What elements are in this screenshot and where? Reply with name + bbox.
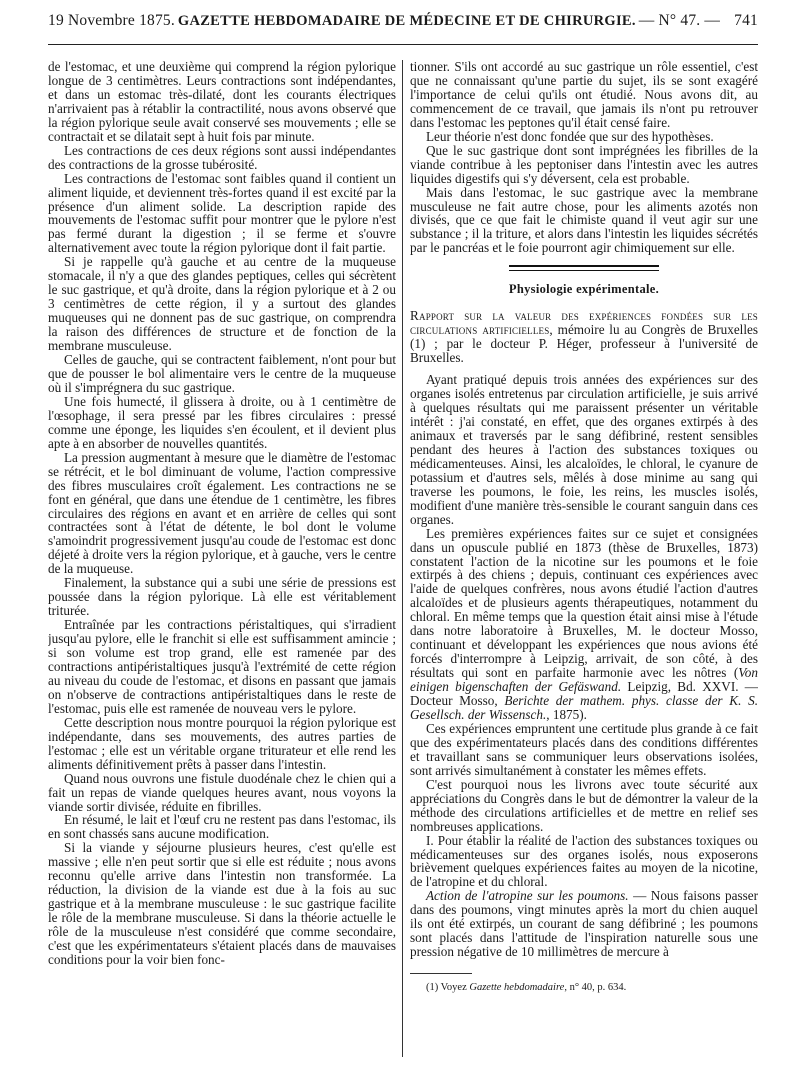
- paragraph: Les contractions de ces deux régions sont aussi indépendantes des contractions de la grosse tubérosité.: [48, 142, 396, 172]
- paragraph: La pression augmentant à mesure que le diamètre de l'estomac se rétrécit, et le bol diminuant de volume, l'action compressive des fibres musculaires croît également. Les contractions ne se font en général, que dans une étendue de 1 centimètre, les fibres circulaires des régions en avant et en arrière de celles qui sont contractées sont à l'état de détente, le bol dont le volume s'amoindrit progressivement jusqu'au coude de l'estomac est donc déjeté à droite vers la région pylorique, et à gauche, vers le centre de la muqueuse.: [48, 449, 396, 577]
- paragraph: tionner. S'ils ont accordé au suc gastrique un rôle essentiel, c'est que ne connaissant qu'une partie du sujet, ils se sont exagéré l'importance de celui qu'ils ont étudié. Nous avons dit, au commencement de ce travail, que jamais ils n'ont pu retrouver dans l'estomac les peptones qu'il était censé faire.: [410, 60, 758, 130]
- paragraph: Ayant pratiqué depuis trois années des expériences sur des organes isolés entretenus par circulation artificielle, je suis arrivé à quelques résultats qui me paraissent présenter un véritable intérêt : j'ai constaté, en effet, que des organes extirpés à des animaux et traversés par le sang défibriné, restent sensibles pendant des heures à l'action des substances toxiques ou médicamenteuses. Ainsi, les alcaloïdes, le chloral, le cyanure de potassium et d'autres sels, mêlés à dose minime au sang qui traverse les poumons, le foie, les reins, les muscles isolés, modifient d'une manière très-sensible le courant sanguin dans ces organes.: [410, 372, 758, 527]
- running-header: [48, 12, 758, 42]
- paragraph: de l'estomac, et une deuxième qui comprend la région pylorique longue de 3 centimètres. Leurs contractions sont indépendantes, et dans un estomac très-dilaté, dont les courants électriques n'arrivaient pas à rétablir la contractilité, nous avons observé que la région pylorique seule avait conservé ses mouvements ; elle se contractait et se dilatait sept à huit fois par minute.: [48, 60, 396, 144]
- article-columns: [48, 60, 758, 1071]
- paragraph: Action de l'atropine sur les poumons. — Nous faisons passer dans des poumons, vingt minutes après la mort du chien auquel ils ont été extirpés, un courant de sang défibriné ; les poumons sont placés dans l'attitude de l'inspiration naturelle sous une pression négative de 10 millimètres de mercure à: [410, 888, 758, 960]
- paragraph: Finalement, la substance qui a subi une série de pressions est poussée dans la région pylorique. Là elle est véritablement triturée.: [48, 575, 396, 619]
- paragraph: Celles de gauche, qui se contractent faiblement, n'ont pour but que de pousser le bol alimentaire vers le centre de la muqueuse où il s'imprégnera du suc gastrique.: [48, 352, 396, 395]
- paragraph: Mais dans l'estomac, le suc gastrique avec la membrane musculeuse ne fait autre chose, pour les aliments azotés non divisés, que ce que fait le chimiste quand il veut agir sur une substance ; il la triture, et alors dans l'intestin les liquides sécrétés par le pancréas et le foie pourront agir chimiquement sur elle.: [410, 184, 758, 256]
- paragraph: Quand nous ouvrons une fistule duodénale chez le chien qui a fait un repas de viande quelques heures avant, nous voyons la viande sortir divisée, réduite en fibrilles.: [48, 770, 396, 814]
- citation-title: Berichte der mathem. phys. classe der K. S. Gesellsch. der Wissensch.: [410, 693, 758, 722]
- section-heading: Physiologie expérimentale.: [508, 282, 660, 297]
- citation-title: Von einigen bigenschaften der Gefäswand.: [410, 665, 758, 695]
- section-rule-thin: [509, 270, 659, 271]
- paragraph: Cette description nous montre pourquoi la région pylorique est indépendante, dans ses mouvements, des autres parties de l'estomac ; elle est un véritable organe triturateur et elle rend les aliments définitivement prêts à passer dans l'intestin.: [48, 714, 396, 772]
- paragraph: Une fois humecté, il glissera à droite, ou à 1 centimètre de l'œsophage, il sera pressé par les fibres circulaires : pressé comme une éponge, les liquides s'en écoulent, et il devient plus apte à en absorber de nouvelles quantités.: [48, 393, 396, 451]
- paragraph: Si la viande y séjourne plusieurs heures, c'est qu'elle est massive ; elle n'en peut sortir que si elle est réduite ; nous avons reconnu qu'elle arrive dans l'intestin non transformée. La réduction, la division de la viande est due à la fois au suc gastrique et à la membrane musculeuse : le suc gastrique facilite le rôle de la membrane musculeuse. Si dans la théorie actuelle le rôle de la musculeuse n'est considéré que comme secondaire, c'est que les expérimentateurs s'étaient placés dans de mauvaises conditions pour la voir bien fonc-: [48, 840, 396, 967]
- left-column: [48, 60, 396, 1071]
- paragraph: Les contractions de l'estomac sont faibles quand il contient un aliment liquide, et deviennent très-fortes quand il est excité par la présence d'un aliment solide. La description rapide des mouvements de l'estomac suffit pour montrer que le pylore n'est pas fermé durant la digestion ; il se ferme et s'ouvre alternativement avec toute la région pylorique dont il fait partie.: [48, 170, 396, 256]
- header-date: 19 Novembre 1875.: [48, 12, 175, 29]
- report-title: [410, 309, 758, 365]
- paragraph: Si je rappelle qu'à gauche et au centre de la muqueuse stomacale, il n'y a que des glandes peptiques, celles qui sécrètent le suc gastrique, et qu'à droite, dans la région pylorique et à 2 ou 3 centimètres de cette région, il y a surtout des glandes muqueuses qui ne donnent pas de suc gastrique, on comprendra la raison des différences de structure et de fonction de la membrane musculeuse.: [48, 254, 396, 354]
- journal-title: GAZETTE HEBDOMADAIRE DE MÉDECINE ET DE CHIRURGIE.: [177, 13, 636, 29]
- report-title-lead: Rapport sur la valeur des expériences fondées sur les circulations artificielles,: [410, 308, 758, 338]
- footnote: (1) Voyez Gazette hebdomadaire, n° 40, p. 634.: [426, 982, 627, 994]
- paragraph: Les premières expériences faites sur ce sujet et consignées dans un opuscule publié en 1873 (thèse de Bruxelles, 1873) constatent l'action de la nicotine sur les poumons et le foie extirpés à des chiens ; depuis, continuant ces expériences avec l'aide de quelques confrères, nous avons étudié l'action d'autres alcaloïdes et de plusieurs agents thérapeutiques, notamment du chloral. En même temps que la question était ainsi mise à l'étude dans notre laboratoire à Bruxelles, M. le docteur Mosso, continuant et développant les expériences que nous avions été forcés d'interrompre à Leipzig, arrivait, de son côté, à des résultats qui sont en parfaite harmonie avec les nôtres (Von einigen bigenschaften der Gefäswand. Leipzig, Bd. XXVI. — Docteur Mosso, Berichte der mathem. phys. classe der K. S. Gesellsch. der Wissensch., 1875).: [410, 525, 758, 722]
- paragraph: Entraînée par les contractions péristaltiques, qui s'irradient jusqu'au pylore, elle le franchit si elle est suffisamment amincie ; si son volume est trop grand, elle est ramenée par des contractions antipéristaltiques jusqu'à l'extrémité de cette région au niveau du coude de l'estomac, et disons en passant que jamais on n'observe de contractions antipéristaltiques dans le reste de l'estomac, puis elle est ramenée de nouveau vers le pylore.: [48, 617, 396, 716]
- paragraph: En résumé, le lait et l'œuf cru ne restent pas dans l'estomac, ils en sont chassés sans aucune modification.: [48, 812, 396, 842]
- footnote-rule: [410, 973, 472, 974]
- paragraph: C'est pourquoi nous les livrons avec toute sécurité aux appréciations du Congrès dans le but de démontrer la valeur de la méthode des circulations artificielles et de mettre en relief ses nombreuses applications.: [410, 776, 758, 834]
- header-rule: [48, 44, 758, 45]
- page-number: 741: [734, 12, 758, 29]
- paragraph: I. Pour établir la réalité de l'action des substances toxiques ou médicamenteuses sur des organes isolés, nous exposerons brièvement quelques expériences faites au moyen de la nicotine, de l'atropine et du chloral.: [410, 832, 758, 890]
- paragraph: Leur théorie n'est donc fondée que sur des hypothèses.: [426, 128, 714, 144]
- subsection-heading: Action de l'atropine sur les poumons.: [426, 888, 629, 904]
- section-rule-thick: [509, 265, 659, 267]
- right-column: [410, 60, 758, 1071]
- paragraph: Que le suc gastrique dont sont imprégnées les fibrilles de la viande contribue à les peptoniser dans l'intestin avec les autres liquides digestifs qui s'y déversent, cela est probable.: [410, 142, 758, 186]
- paragraph: Ces expériences empruntent une certitude plus grande à ce fait que des expérimentateurs placés dans des conditions différentes et travaillant sans se communiquer leurs observations isolées, sont arrivés simultanément à constater les mêmes effets.: [410, 720, 758, 778]
- issue-number: — N° 47. —: [638, 12, 721, 29]
- report-title-rest: mémoire lu au Congrès de Bruxelles (1) ; par le docteur P. Héger, professeur à l'université de Bruxelles.: [410, 322, 758, 366]
